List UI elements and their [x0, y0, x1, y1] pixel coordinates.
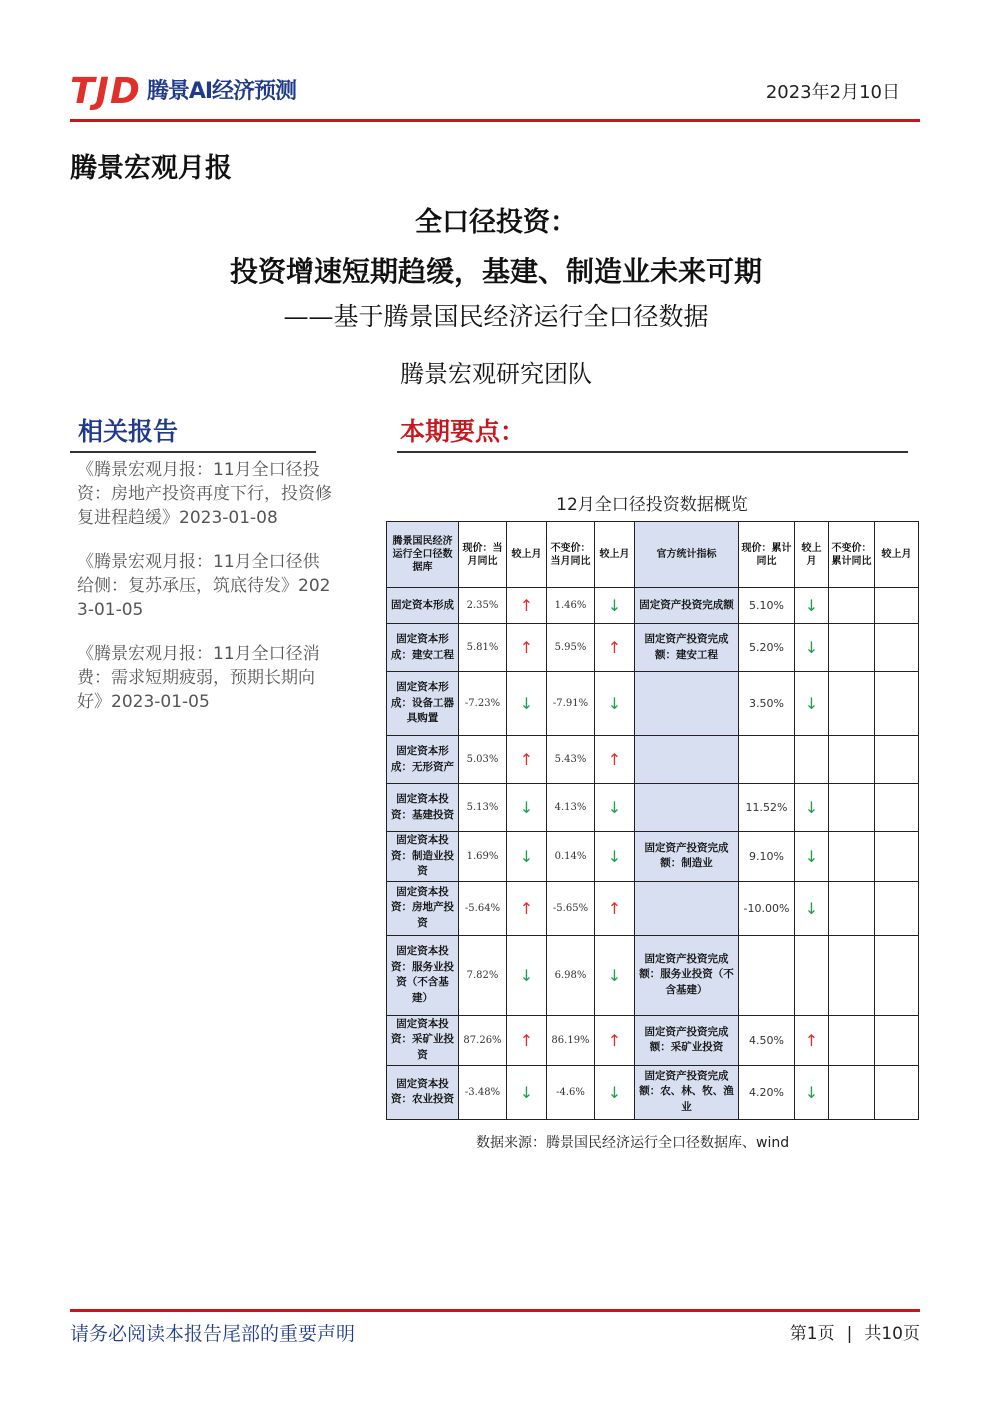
cumulative-trend-arrow-icon: ↓ — [795, 624, 829, 672]
title-subtitle: ——基于腾景国民经济运行全口径数据 — [283, 302, 709, 331]
current-yoy-value: 5.81% — [459, 624, 507, 672]
constant-trend-arrow-icon: ↓ — [595, 1065, 635, 1119]
current-yoy-value: 5.13% — [459, 784, 507, 832]
cumulative-trend-arrow-icon: ↓ — [795, 832, 829, 882]
table-row — [387, 935, 919, 1015]
cumulative-yoy-value: 9.10% — [739, 832, 795, 882]
header-divider — [70, 119, 920, 122]
cumulative-trend-arrow-icon: ↓ — [795, 1065, 829, 1119]
cumulative-yoy-value: 4.50% — [739, 1015, 795, 1065]
table-caption: 12月全口径投资数据概览 — [556, 495, 748, 515]
row-indicator-name: 固定资本投资：制造业投资 — [387, 832, 459, 882]
constant-trend-arrow-icon: ↑ — [595, 736, 635, 784]
table-row — [387, 881, 919, 935]
cumulative-trend-arrow-icon: ↓ — [795, 588, 829, 624]
cumulative-constant-yoy-value — [829, 736, 875, 784]
current-yoy-value: -7.23% — [459, 672, 507, 736]
table-header-row — [387, 522, 919, 588]
cumulative-yoy-value: 5.20% — [739, 624, 795, 672]
current-trend-arrow-icon: ↓ — [507, 832, 547, 882]
cumulative-constant-trend-arrow-icon — [875, 935, 919, 1015]
related-reports-list — [77, 458, 332, 734]
report-header — [70, 68, 920, 120]
cumulative-trend-arrow-icon: ↓ — [795, 881, 829, 935]
row-indicator-name: 固定资本形成：建安工程 — [387, 624, 459, 672]
current-trend-arrow-icon: ↑ — [507, 881, 547, 935]
related-report-link[interactable]: 《腾景宏观月报：11月全口径消费：需求短期疲弱，预期长期向好》2023-01-05 — [77, 644, 320, 712]
investment-data-table — [386, 521, 919, 1120]
current-trend-arrow-icon: ↑ — [507, 624, 547, 672]
constant-trend-arrow-icon: ↑ — [595, 624, 635, 672]
related-report-link[interactable]: 《腾景宏观月报：11月全口径供给侧：复苏承压，筑底待发》2023-01-05 — [77, 552, 331, 620]
report-series-name: 腾景宏观月报 — [70, 153, 232, 184]
row-indicator-name: 固定资本投资：基建投资 — [387, 784, 459, 832]
current-yoy-value: -5.64% — [459, 881, 507, 935]
current-yoy-value: 2.35% — [459, 588, 507, 624]
constant-trend-arrow-icon: ↑ — [595, 1015, 635, 1065]
cumulative-yoy-value: 3.50% — [739, 672, 795, 736]
cumulative-yoy-value: -10.00% — [739, 881, 795, 935]
constant-yoy-value: 0.14% — [547, 832, 595, 882]
table-row — [387, 672, 919, 736]
cumulative-constant-yoy-value — [829, 832, 875, 882]
cumulative-constant-trend-arrow-icon — [875, 624, 919, 672]
col-header-vs-last-month: 较上月 — [795, 522, 829, 588]
current-trend-arrow-icon: ↓ — [507, 672, 547, 736]
constant-trend-arrow-icon: ↓ — [595, 672, 635, 736]
row-indicator-name: 固定资本投资：房地产投资 — [387, 881, 459, 935]
constant-yoy-value: 86.19% — [547, 1015, 595, 1065]
official-indicator-name: 固定资产投资完成额 — [635, 588, 739, 624]
page-total: 共10页 — [864, 1324, 920, 1344]
table-row — [387, 588, 919, 624]
cumulative-constant-trend-arrow-icon — [875, 736, 919, 784]
current-trend-arrow-icon: ↓ — [507, 784, 547, 832]
constant-yoy-value: 1.46% — [547, 588, 595, 624]
official-indicator-name — [635, 784, 739, 832]
page-number: 第1页 — [789, 1324, 835, 1344]
constant-yoy-value: -5.65% — [547, 881, 595, 935]
cumulative-constant-trend-arrow-icon — [875, 784, 919, 832]
current-trend-arrow-icon: ↓ — [507, 935, 547, 1015]
cumulative-constant-yoy-value — [829, 588, 875, 624]
official-indicator-name: 固定资产投资完成额：采矿业投资 — [635, 1015, 739, 1065]
row-indicator-name: 固定资本投资：农业投资 — [387, 1065, 459, 1119]
row-indicator-name: 固定资本形成：无形资产 — [387, 736, 459, 784]
official-indicator-name — [635, 736, 739, 784]
cumulative-constant-yoy-value — [829, 672, 875, 736]
row-indicator-name: 固定资本投资：采矿业投资 — [387, 1015, 459, 1065]
cumulative-constant-yoy-value — [829, 784, 875, 832]
cumulative-constant-yoy-value — [829, 1065, 875, 1119]
cumulative-constant-trend-arrow-icon — [875, 588, 919, 624]
constant-yoy-value: 6.98% — [547, 935, 595, 1015]
cumulative-constant-yoy-value — [829, 935, 875, 1015]
related-reports-heading: 相关报告 — [78, 417, 179, 446]
current-trend-arrow-icon: ↑ — [507, 1015, 547, 1065]
constant-yoy-value: 5.95% — [547, 624, 595, 672]
official-indicator-name: 固定资产投资完成额：服务业投资（不含基建） — [635, 935, 739, 1015]
key-points-divider — [397, 451, 908, 453]
col-header-database: 腾景国民经济运行全口径数据库 — [387, 522, 459, 588]
constant-yoy-value: -7.91% — [547, 672, 595, 736]
table-row — [387, 736, 919, 784]
cumulative-trend-arrow-icon — [795, 736, 829, 784]
official-indicator-name: 固定资产投资完成额：建安工程 — [635, 624, 739, 672]
row-indicator-name: 固定资本形成：设备工器具购置 — [387, 672, 459, 736]
brand-logo — [70, 72, 296, 112]
cumulative-constant-yoy-value — [829, 881, 875, 935]
constant-trend-arrow-icon: ↓ — [595, 935, 635, 1015]
constant-trend-arrow-icon: ↓ — [595, 588, 635, 624]
cumulative-constant-trend-arrow-icon — [875, 832, 919, 882]
constant-yoy-value: 4.13% — [547, 784, 595, 832]
disclaimer-notice: 请务必阅读本报告尾部的重要声明 — [70, 1323, 356, 1345]
footer-divider — [70, 1309, 920, 1312]
table-row — [387, 784, 919, 832]
table-row — [387, 1015, 919, 1065]
official-indicator-name — [635, 672, 739, 736]
constant-yoy-value: 5.43% — [547, 736, 595, 784]
cumulative-trend-arrow-icon: ↓ — [795, 784, 829, 832]
current-trend-arrow-icon: ↑ — [507, 736, 547, 784]
constant-yoy-value: -4.6% — [547, 1065, 595, 1119]
row-indicator-name: 固定资本投资：服务业投资（不含基建） — [387, 935, 459, 1015]
logo-mark: TJD — [70, 71, 141, 112]
cumulative-constant-yoy-value — [829, 1015, 875, 1065]
cumulative-constant-trend-arrow-icon — [875, 672, 919, 736]
cumulative-yoy-value — [739, 935, 795, 1015]
related-report-link[interactable]: 《腾景宏观月报：11月全口径投资：房地产投资再度下行，投资修复进程趋缓》2023-01-08 — [77, 460, 332, 528]
cumulative-yoy-value — [739, 736, 795, 784]
current-trend-arrow-icon: ↓ — [507, 1065, 547, 1119]
col-header-constant-yoy: 不变价：当月同比 — [547, 522, 595, 588]
row-indicator-name: 固定资本形成 — [387, 588, 459, 624]
current-yoy-value: 7.82% — [459, 935, 507, 1015]
title-line-2: 投资增速短期趋缓，基建、制造业未来可期 — [229, 255, 762, 288]
constant-trend-arrow-icon: ↓ — [595, 832, 635, 882]
cumulative-constant-trend-arrow-icon — [875, 1065, 919, 1119]
col-header-cum-constant-yoy: 不变价：累计同比 — [829, 522, 875, 588]
key-points-heading: 本期要点： — [400, 417, 526, 446]
cumulative-trend-arrow-icon — [795, 935, 829, 1015]
table-row — [387, 832, 919, 882]
cumulative-yoy-value: 5.10% — [739, 588, 795, 624]
title-line-1: 全口径投资： — [415, 207, 577, 238]
current-yoy-value: -3.48% — [459, 1065, 507, 1119]
data-source: 数据来源：腾景国民经济运行全口径数据库、wind — [476, 1135, 790, 1151]
official-indicator-name — [635, 881, 739, 935]
cumulative-constant-trend-arrow-icon — [875, 881, 919, 935]
official-indicator-name: 固定资产投资完成额：农、林、牧、渔业 — [635, 1065, 739, 1119]
logo-text: 腾景AI经济预测 — [146, 79, 297, 104]
col-header-vs-last-month: 较上月 — [875, 522, 919, 588]
col-header-vs-last-month: 较上月 — [595, 522, 635, 588]
related-divider — [70, 451, 316, 453]
table-row — [387, 1065, 919, 1119]
col-header-cum-current-yoy: 现价：累计同比 — [739, 522, 795, 588]
cumulative-trend-arrow-icon: ↓ — [795, 672, 829, 736]
cumulative-yoy-value: 11.52% — [739, 784, 795, 832]
table-row — [387, 624, 919, 672]
report-date: 2023年2月10日 — [765, 82, 900, 103]
current-yoy-value: 5.03% — [459, 736, 507, 784]
page-indicator — [790, 1319, 920, 1344]
constant-trend-arrow-icon: ↓ — [595, 784, 635, 832]
cumulative-trend-arrow-icon: ↑ — [795, 1015, 829, 1065]
constant-trend-arrow-icon: ↑ — [595, 881, 635, 935]
page-separator: | — [846, 1324, 853, 1344]
col-header-official: 官方统计指标 — [635, 522, 739, 588]
cumulative-constant-trend-arrow-icon — [875, 1015, 919, 1065]
author-team: 腾景宏观研究团队 — [400, 360, 592, 388]
col-header-vs-last-month: 较上月 — [507, 522, 547, 588]
current-yoy-value: 87.26% — [459, 1015, 507, 1065]
current-trend-arrow-icon: ↑ — [507, 588, 547, 624]
cumulative-constant-yoy-value — [829, 624, 875, 672]
official-indicator-name: 固定资产投资完成额：制造业 — [635, 832, 739, 882]
cumulative-yoy-value: 4.20% — [739, 1065, 795, 1119]
col-header-current-yoy: 现价：当月同比 — [459, 522, 507, 588]
current-yoy-value: 1.69% — [459, 832, 507, 882]
